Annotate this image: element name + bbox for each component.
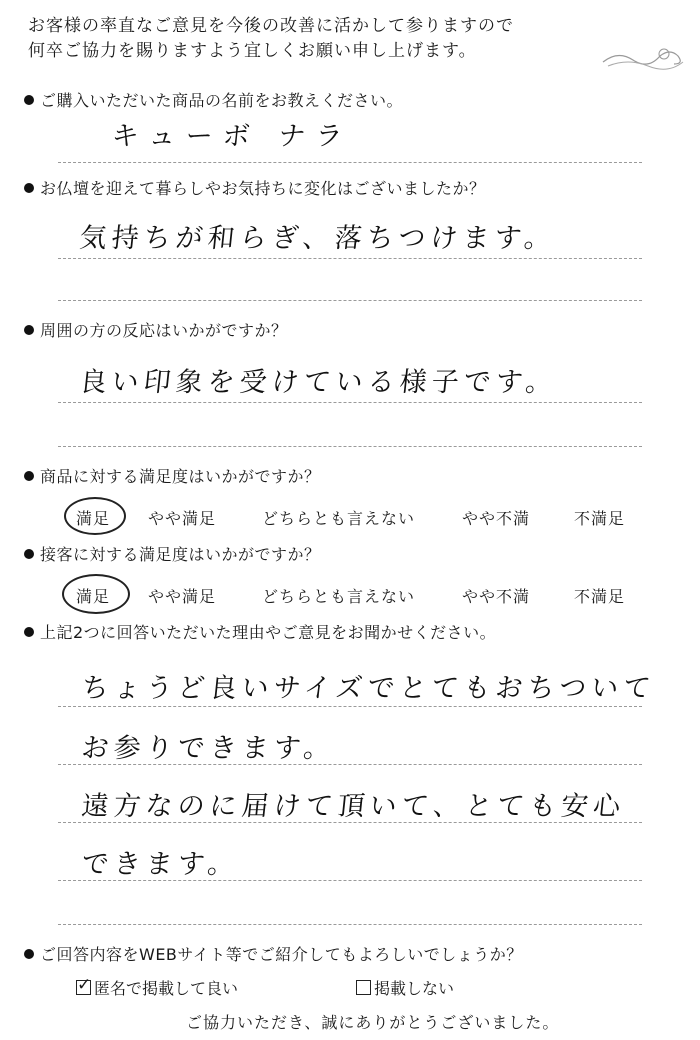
closing-message: ご協力いただき、誠にありがとうございました。 bbox=[186, 1013, 560, 1032]
satisfaction-scale-service bbox=[64, 584, 664, 612]
answer-6-line-3: 遠方なのに届けて頂いて、とても安心 bbox=[80, 791, 627, 822]
option-do-not-publish[interactable] bbox=[356, 976, 454, 999]
bullet-icon bbox=[24, 183, 34, 193]
option-publish-anonymous-label: 匿名で掲載して良い bbox=[94, 979, 239, 998]
intro-text bbox=[28, 14, 648, 64]
bullet-icon bbox=[24, 325, 34, 335]
satisfaction-scale-product bbox=[64, 506, 664, 534]
answer-rule bbox=[58, 402, 642, 403]
question-6-label: 上記2つに回答いただいた理由やご意見をお聞かせください。 bbox=[40, 623, 497, 642]
checkbox[interactable] bbox=[76, 975, 92, 995]
question-6 bbox=[24, 620, 496, 643]
question-4-label: 商品に対する満足度はいかがですか？ bbox=[40, 467, 321, 486]
bullet-icon bbox=[24, 949, 34, 959]
question-2-label: お仏壇を迎えて暮らしやお気持ちに変化はございましたか？ bbox=[40, 179, 486, 198]
intro-line-1: お客様の率直なご意見を今後の改善に活かして参りますので bbox=[28, 16, 514, 36]
answer-2: 気持ちが和らぎ、落ちつけます。 bbox=[78, 223, 558, 254]
option-somewhat-satisfied[interactable]: やや満足 bbox=[148, 587, 217, 606]
checkbox[interactable] bbox=[356, 980, 371, 995]
question-1 bbox=[24, 88, 403, 111]
answer-rule bbox=[58, 162, 642, 163]
answer-rule bbox=[58, 300, 642, 301]
question-7-label: ご回答内容をWEBサイト等でご紹介してもよろしいでしょうか？ bbox=[40, 945, 523, 964]
bullet-icon bbox=[24, 627, 34, 637]
bullet-icon bbox=[24, 549, 34, 559]
option-satisfied[interactable]: 満足 bbox=[76, 587, 111, 606]
question-1-label: ご購入いただいた商品の名前をお教えください。 bbox=[40, 91, 404, 110]
bullet-icon bbox=[24, 95, 34, 105]
decorative-swirl-icon bbox=[598, 42, 688, 72]
answer-rule bbox=[58, 706, 642, 707]
answer-6-line-1: ちょうど良いサイズでとてもおちついて bbox=[80, 673, 657, 704]
bullet-icon bbox=[24, 471, 34, 481]
option-dissatisfied[interactable]: 不満足 bbox=[574, 509, 626, 528]
question-5 bbox=[24, 542, 321, 565]
intro-line-2: 何卒ご協力を賜りますよう宜しくお願い申し上げます。 bbox=[28, 41, 477, 61]
question-4 bbox=[24, 464, 321, 487]
answer-3: 良い印象を受けている様子です。 bbox=[78, 367, 560, 398]
answer-rule bbox=[58, 822, 642, 823]
option-somewhat-satisfied[interactable]: やや満足 bbox=[148, 509, 217, 528]
option-somewhat-dissatisfied[interactable]: やや不満 bbox=[462, 509, 531, 528]
option-neutral[interactable]: どちらとも言えない bbox=[262, 587, 416, 606]
question-2 bbox=[24, 176, 486, 199]
option-publish-anonymous[interactable] bbox=[76, 976, 238, 999]
answer-6-line-2: お参りできます。 bbox=[80, 733, 338, 764]
question-5-label: 接客に対する満足度はいかがですか？ bbox=[40, 545, 321, 564]
answer-1: キューボ ナラ bbox=[110, 121, 354, 152]
option-somewhat-dissatisfied[interactable]: やや不満 bbox=[462, 587, 531, 606]
option-do-not-publish-label: 掲載しない bbox=[374, 979, 455, 998]
answer-rule bbox=[58, 258, 642, 259]
checkmark-icon: ✓ bbox=[77, 975, 92, 995]
question-3 bbox=[24, 318, 288, 341]
answer-rule bbox=[58, 764, 642, 765]
answer-rule bbox=[58, 924, 642, 925]
question-3-label: 周囲の方の反応はいかがですか？ bbox=[40, 321, 288, 340]
answer-rule bbox=[58, 880, 642, 881]
option-satisfied[interactable]: 満足 bbox=[76, 509, 111, 528]
option-neutral[interactable]: どちらとも言えない bbox=[262, 509, 416, 528]
question-7 bbox=[24, 942, 523, 965]
option-dissatisfied[interactable]: 不満足 bbox=[574, 587, 626, 606]
answer-6-line-4: できます。 bbox=[80, 849, 242, 880]
answer-rule bbox=[58, 446, 642, 447]
